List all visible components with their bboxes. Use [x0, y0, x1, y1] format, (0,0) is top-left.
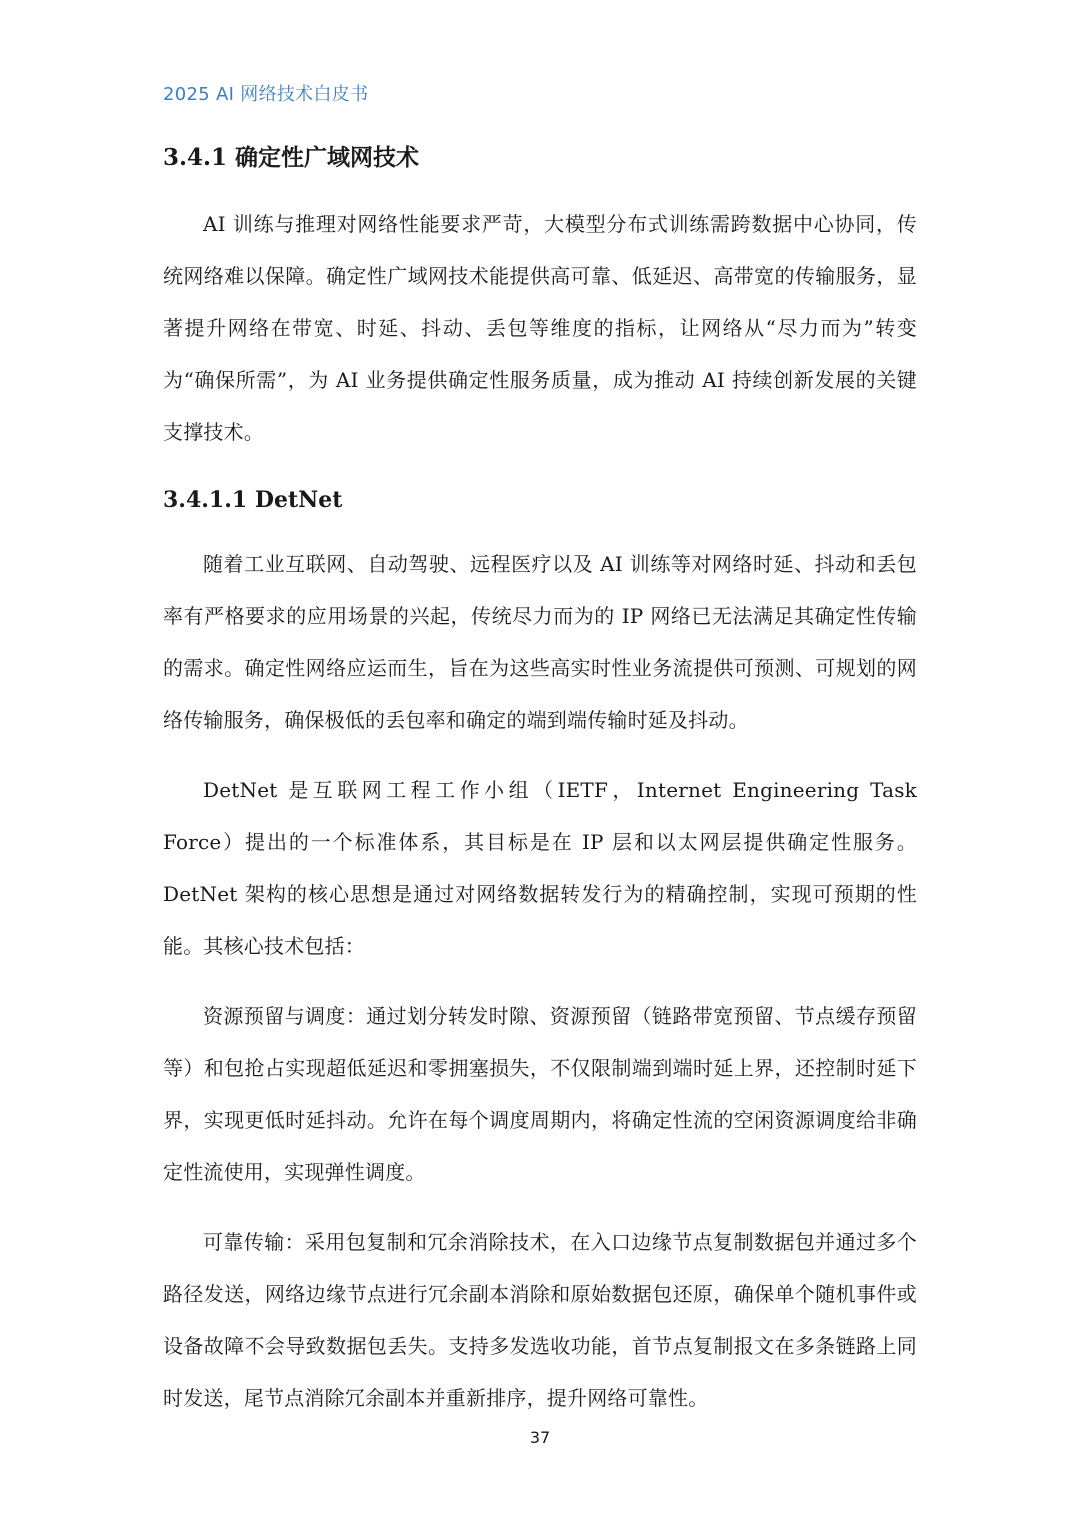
page-content — [163, 138, 917, 1424]
resource-reservation-paragraph: 资源预留与调度：通过划分转发时隙、资源预留（链路带宽预留、节点缓存预留等）和包抢占实现超低延迟和零拥塞损失，不仅限制端到端时延上界，还控制时延下界，实现更低时延抖动。允许在每个调度周期内，将确定性流的空闲资源调度给非确定性流使用，实现弹性调度。 — [163, 1004, 917, 1184]
running-header: 2025 AI 网络技术白皮书 — [163, 84, 369, 105]
detnet-background-paragraph: 随着工业互联网、自动驾驶、远程医疗以及 AI 训练等对网络时延、抖动和丢包率有严格要求的应用场景的兴起，传统尽力而为的 IP 网络已无法满足其确定性传输的需求。确定性网络应运而生，旨在为这些高实时性业务流提供可预测、可规划的网络传输服务，确保极低的丢包率和确定的端到端传输时延及抖动。 — [163, 552, 917, 732]
detnet-definition-paragraph: DetNet 是互联网工程工作小组（IETF，Internet Engineering Task Force）提出的一个标准体系，其目标是在 IP 层和以太网层提供确定性服务。DetNet 架构的核心思想是通过对网络数据转发行为的精确控制，实现可预期的性能。其核心技术包括： — [163, 778, 917, 958]
reliable-transmission-paragraph: 可靠传输：采用包复制和冗余消除技术，在入口边缘节点复制数据包并通过多个路径发送，网络边缘节点进行冗余副本消除和原始数据包还原，确保单个随机事件或设备故障不会导致数据包丢失。支持多发选收功能，首节点复制报文在多条链路上同时发送，尾节点消除冗余副本并重新排序，提升网络可靠性。 — [163, 1230, 917, 1410]
subsection-heading: 3.4.1.1 DetNet — [163, 487, 343, 513]
section-intro-paragraph: AI 训练与推理对网络性能要求严苛，大模型分布式训练需跨数据中心协同，传统网络难以保障。确定性广域网技术能提供高可靠、低延迟、高带宽的传输服务，显著提升网络在带宽、时延、抖动、丢包等维度的指标，让网络从“尽力而为”转变为“确保所需”，为 AI 业务提供确定性服务质量，成为推动 AI 持续创新发展的关键支撑技术。 — [163, 212, 917, 444]
section-heading: 3.4.1 确定性广域网技术 — [163, 144, 420, 171]
page-number: 37 — [529, 1428, 551, 1447]
